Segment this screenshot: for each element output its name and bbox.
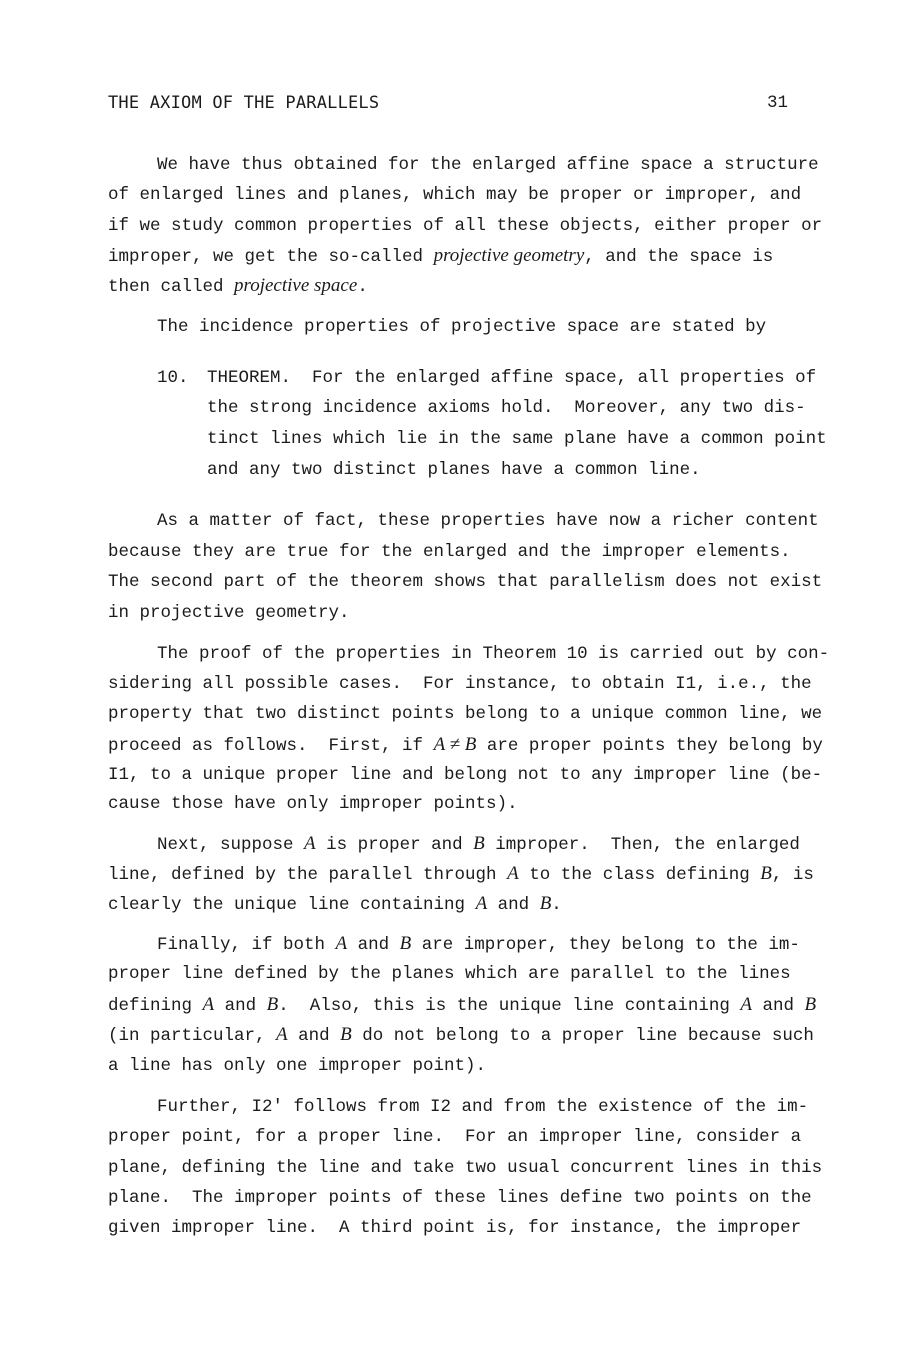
paragraph-line	[108, 733, 823, 757]
paragraph-line: The second part of the theorem shows that parallelism does not exist	[108, 572, 823, 592]
math-symbol: A	[276, 1024, 288, 1045]
text-run: defining	[108, 996, 203, 1016]
text-run: are proper points they belong by	[476, 736, 823, 756]
theorem-number: 10.	[157, 368, 189, 388]
text-run: .	[551, 895, 562, 915]
math-symbol: A	[304, 833, 316, 854]
paragraph-line	[108, 244, 773, 268]
text-run: .	[357, 277, 368, 297]
math-symbol: A	[202, 994, 215, 1015]
theorem-line: and any two distinct planes have a common line.	[207, 460, 701, 480]
paragraph-line: plane. The improper points of these lines define two points on the	[108, 1188, 812, 1208]
math-symbol: B	[473, 833, 485, 854]
page-header	[108, 93, 788, 117]
paragraph-line: The incidence properties of projective space are stated by	[157, 317, 767, 337]
paragraph-line: in projective geometry.	[108, 603, 350, 623]
math-symbol: B	[266, 994, 279, 1015]
text-run: Finally, if both	[157, 935, 336, 955]
text-run: and	[487, 895, 540, 915]
text-run: (in particular,	[108, 1026, 277, 1046]
theorem-line: tinct lines which lie in the same plane have a common point	[207, 429, 827, 449]
emphasis-term: projective space	[234, 275, 358, 296]
text-run: Next, suppose	[157, 835, 305, 855]
math-symbol: B	[340, 1024, 352, 1045]
math-symbol: B	[399, 933, 412, 954]
paragraph-line	[108, 274, 368, 298]
math-symbol: A	[740, 994, 752, 1015]
math-symbol: B	[539, 893, 552, 914]
paragraph-line: I1, to a unique proper line and belong not to any improper line (be-	[108, 765, 823, 785]
theorem-line: the strong incidence axioms hold. Moreover, any two dis-	[207, 398, 806, 418]
paragraph-line	[108, 862, 814, 886]
paragraph-line: The proof of the properties in Theorem 10 is carried out by con-	[157, 644, 830, 664]
emphasis-term: projective geometry	[433, 245, 585, 266]
text-run: . Also, this is the unique line containing	[278, 996, 741, 1016]
text-run: to the class defining	[518, 865, 761, 885]
text-run: are improper, they belong to the im-	[411, 935, 800, 955]
paragraph-line	[108, 1023, 814, 1047]
running-title: THE AXIOM OF THE PARALLELS	[108, 93, 380, 113]
text-run: improper, we get the so-called	[108, 247, 434, 267]
paragraph-line	[108, 993, 816, 1017]
paragraph-line	[157, 932, 800, 956]
math-symbol: A	[507, 863, 519, 884]
paragraph-line: proper point, for a proper line. For an improper line, consider a	[108, 1127, 802, 1147]
text-run: , and the space is	[584, 247, 774, 267]
theorem-line: THEOREM. For the enlarged affine space, all properties of	[207, 368, 817, 388]
text-run: and	[347, 935, 400, 955]
paragraph-line	[108, 892, 562, 916]
text-run: and	[751, 996, 805, 1016]
text-run: do not belong to a proper line because such	[351, 1026, 814, 1046]
paragraph-line: plane, defining the line and take two usual concurrent lines in this	[108, 1158, 823, 1178]
paragraph-line: We have thus obtained for the enlarged affine space a structure	[157, 155, 819, 175]
math-symbol: A	[335, 933, 348, 954]
paragraph-line: because they are true for the enlarged and the improper elements.	[108, 542, 791, 562]
paragraph-line: property that two distinct points belong to a unique common line, we	[108, 704, 823, 724]
text-run: proceed as follows. First, if	[108, 736, 434, 756]
paragraph-line: if we study common properties of all these objects, either proper or	[108, 216, 823, 236]
paragraph-line: a line has only one improper point).	[108, 1056, 487, 1076]
paragraph-line: proper line defined by the planes which are parallel to the lines	[108, 964, 791, 984]
paragraph-line	[157, 832, 800, 856]
text-run: then called	[108, 277, 235, 297]
text-run: , is	[771, 865, 814, 885]
math-symbol: B	[760, 863, 772, 884]
text-run: and	[214, 996, 267, 1016]
math-symbol: A	[475, 893, 488, 914]
text-run: clearly the unique line containing	[108, 895, 476, 915]
paragraph-line: of enlarged lines and planes, which may be proper or improper, and	[108, 185, 802, 205]
paragraph-line: Further, I2' follows from I2 and from the existence of the im-	[157, 1097, 809, 1117]
text-run: line, defined by the parallel through	[108, 865, 508, 885]
math-expression: A ≠ B	[433, 734, 477, 755]
text-run: improper. Then, the enlarged	[484, 835, 800, 855]
text-run: is proper and	[315, 835, 474, 855]
paragraph-line: As a matter of fact, these properties have now a richer content	[157, 511, 819, 531]
paragraph-line: sidering all possible cases. For instance, to obtain I1, i.e., the	[108, 674, 812, 694]
text-run: and	[287, 1026, 341, 1046]
page-number: 31	[766, 93, 788, 113]
paragraph-line: cause those have only improper points).	[108, 794, 518, 814]
paragraph-line: given improper line. A third point is, for instance, the improper	[108, 1218, 802, 1238]
math-symbol: B	[804, 994, 817, 1015]
